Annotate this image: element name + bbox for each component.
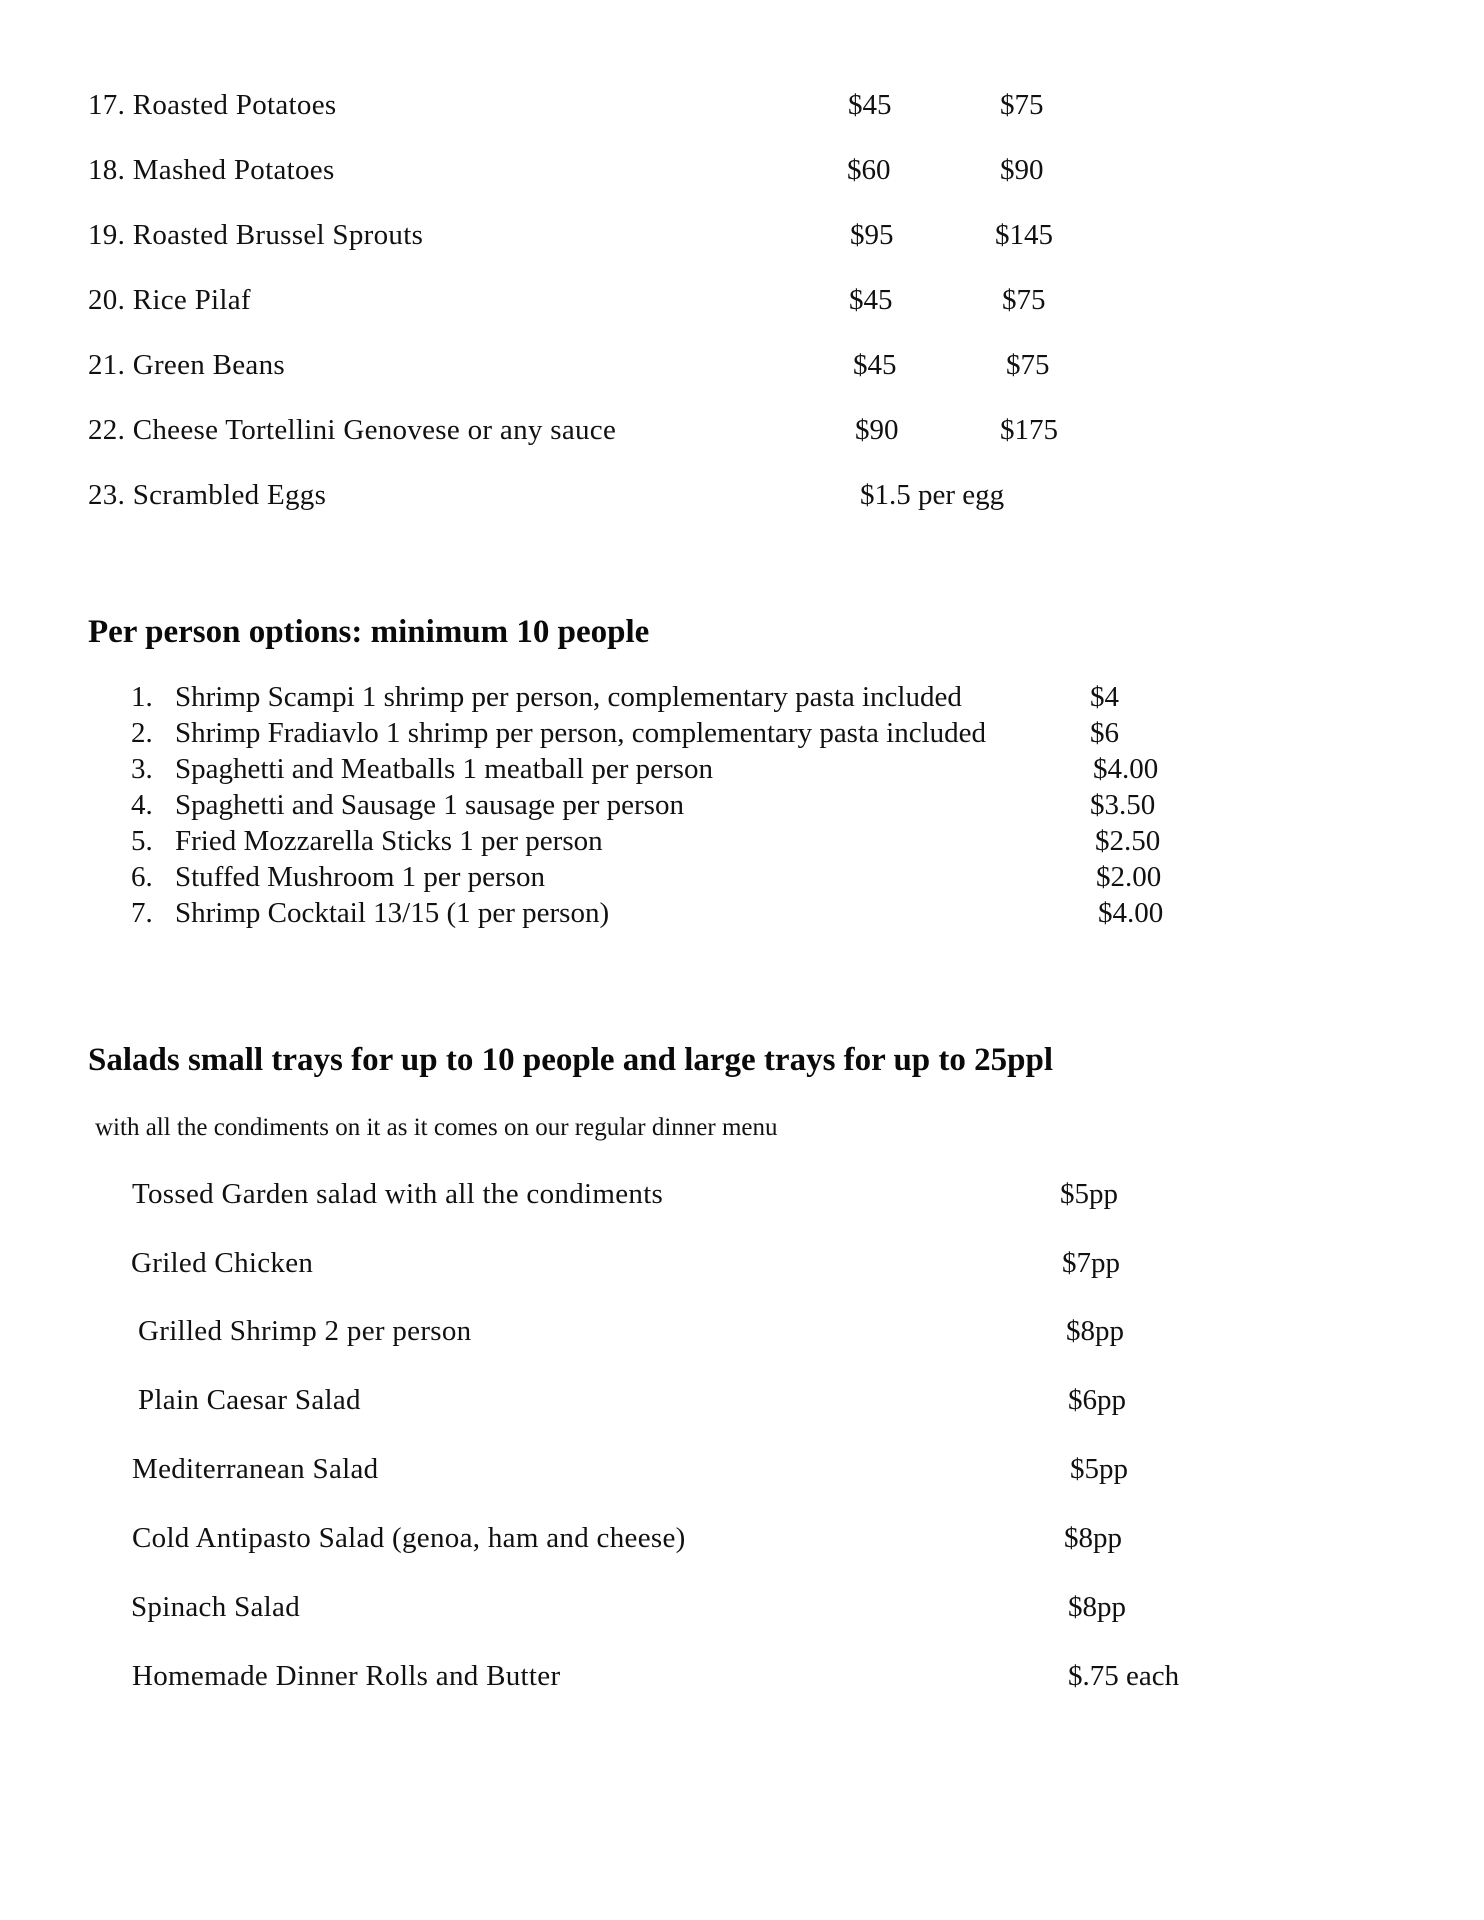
- price-large-tray: $90: [1000, 154, 1044, 186]
- section-heading: Per person options: minimum 10 people: [88, 614, 650, 650]
- item-name: Spaghetti and Meatballs 1 meatball per person: [175, 753, 713, 785]
- item-name: 23. Scrambled Eggs: [88, 479, 327, 511]
- item-name: Fried Mozzarella Sticks 1 per person: [175, 825, 603, 857]
- price-per-egg: $1.5 per egg: [860, 479, 1005, 511]
- item-price: $7pp: [1062, 1247, 1120, 1279]
- item-price: $3.50: [1090, 789, 1156, 821]
- item-price: $.75 each: [1068, 1660, 1180, 1692]
- price-small-tray: $60: [847, 154, 891, 186]
- price-small-tray: $45: [853, 349, 897, 381]
- item-price: $2.50: [1095, 825, 1161, 857]
- item-name: Homemade Dinner Rolls and Butter: [132, 1660, 561, 1692]
- item-name: 17. Roasted Potatoes: [88, 89, 337, 121]
- item-name: Spaghetti and Sausage 1 sausage per person: [175, 789, 684, 821]
- item-name: Cold Antipasto Salad (genoa, ham and cheese): [132, 1522, 686, 1554]
- price-large-tray: $75: [1006, 349, 1050, 381]
- item-number: 2.: [131, 717, 153, 749]
- item-name: Plain Caesar Salad: [138, 1384, 361, 1416]
- item-price: $4.00: [1093, 753, 1159, 785]
- item-name: Griled Chicken: [131, 1247, 314, 1279]
- item-number: 6.: [131, 861, 153, 893]
- price-large-tray: $145: [995, 219, 1053, 251]
- item-name: 22. Cheese Tortellini Genovese or any sauce: [88, 414, 617, 446]
- item-number: 4.: [131, 789, 153, 821]
- item-name: Spinach Salad: [131, 1591, 301, 1623]
- item-name: 18. Mashed Potatoes: [88, 154, 335, 186]
- item-name: Stuffed Mushroom 1 per person: [175, 861, 545, 893]
- item-price: $4.00: [1098, 897, 1164, 929]
- item-name: Tossed Garden salad with all the condiments: [132, 1178, 664, 1210]
- item-price: $5pp: [1070, 1453, 1128, 1485]
- item-name: 19. Roasted Brussel Sprouts: [88, 219, 424, 251]
- item-number: 5.: [131, 825, 153, 857]
- price-large-tray: $75: [1002, 284, 1046, 316]
- item-name: 21. Green Beans: [88, 349, 285, 381]
- item-price: $5pp: [1060, 1178, 1118, 1210]
- item-name: Shrimp Scampi 1 shrimp per person, complementary pasta included: [175, 681, 962, 713]
- price-large-tray: $75: [1000, 89, 1044, 121]
- item-price: $6pp: [1068, 1384, 1126, 1416]
- price-small-tray: $45: [848, 89, 892, 121]
- price-small-tray: $45: [849, 284, 893, 316]
- item-number: 3.: [131, 753, 153, 785]
- item-price: $8pp: [1068, 1591, 1126, 1623]
- item-price: $2.00: [1096, 861, 1162, 893]
- item-name: Mediterranean Salad: [132, 1453, 379, 1485]
- item-price: $6: [1090, 717, 1119, 749]
- section-heading: Salads small trays for up to 10 people and large trays for up to 25ppl: [88, 1042, 1054, 1078]
- item-name: Shrimp Cocktail 13/15 (1 per person): [175, 897, 610, 929]
- section-subtitle: with all the condiments on it as it comes on our regular dinner menu: [95, 1114, 778, 1141]
- item-name: Shrimp Fradiavlo 1 shrimp per person, complementary pasta included: [175, 717, 987, 749]
- item-number: 1.: [131, 681, 153, 713]
- price-large-tray: $175: [1000, 414, 1058, 446]
- item-name: Grilled Shrimp 2 per person: [138, 1315, 472, 1347]
- price-small-tray: $90: [855, 414, 899, 446]
- item-price: $8pp: [1066, 1315, 1124, 1347]
- item-number: 7.: [131, 897, 153, 929]
- item-price: $8pp: [1064, 1522, 1122, 1554]
- price-small-tray: $95: [850, 219, 894, 251]
- item-price: $4: [1090, 681, 1119, 713]
- item-name: 20. Rice Pilaf: [88, 284, 251, 316]
